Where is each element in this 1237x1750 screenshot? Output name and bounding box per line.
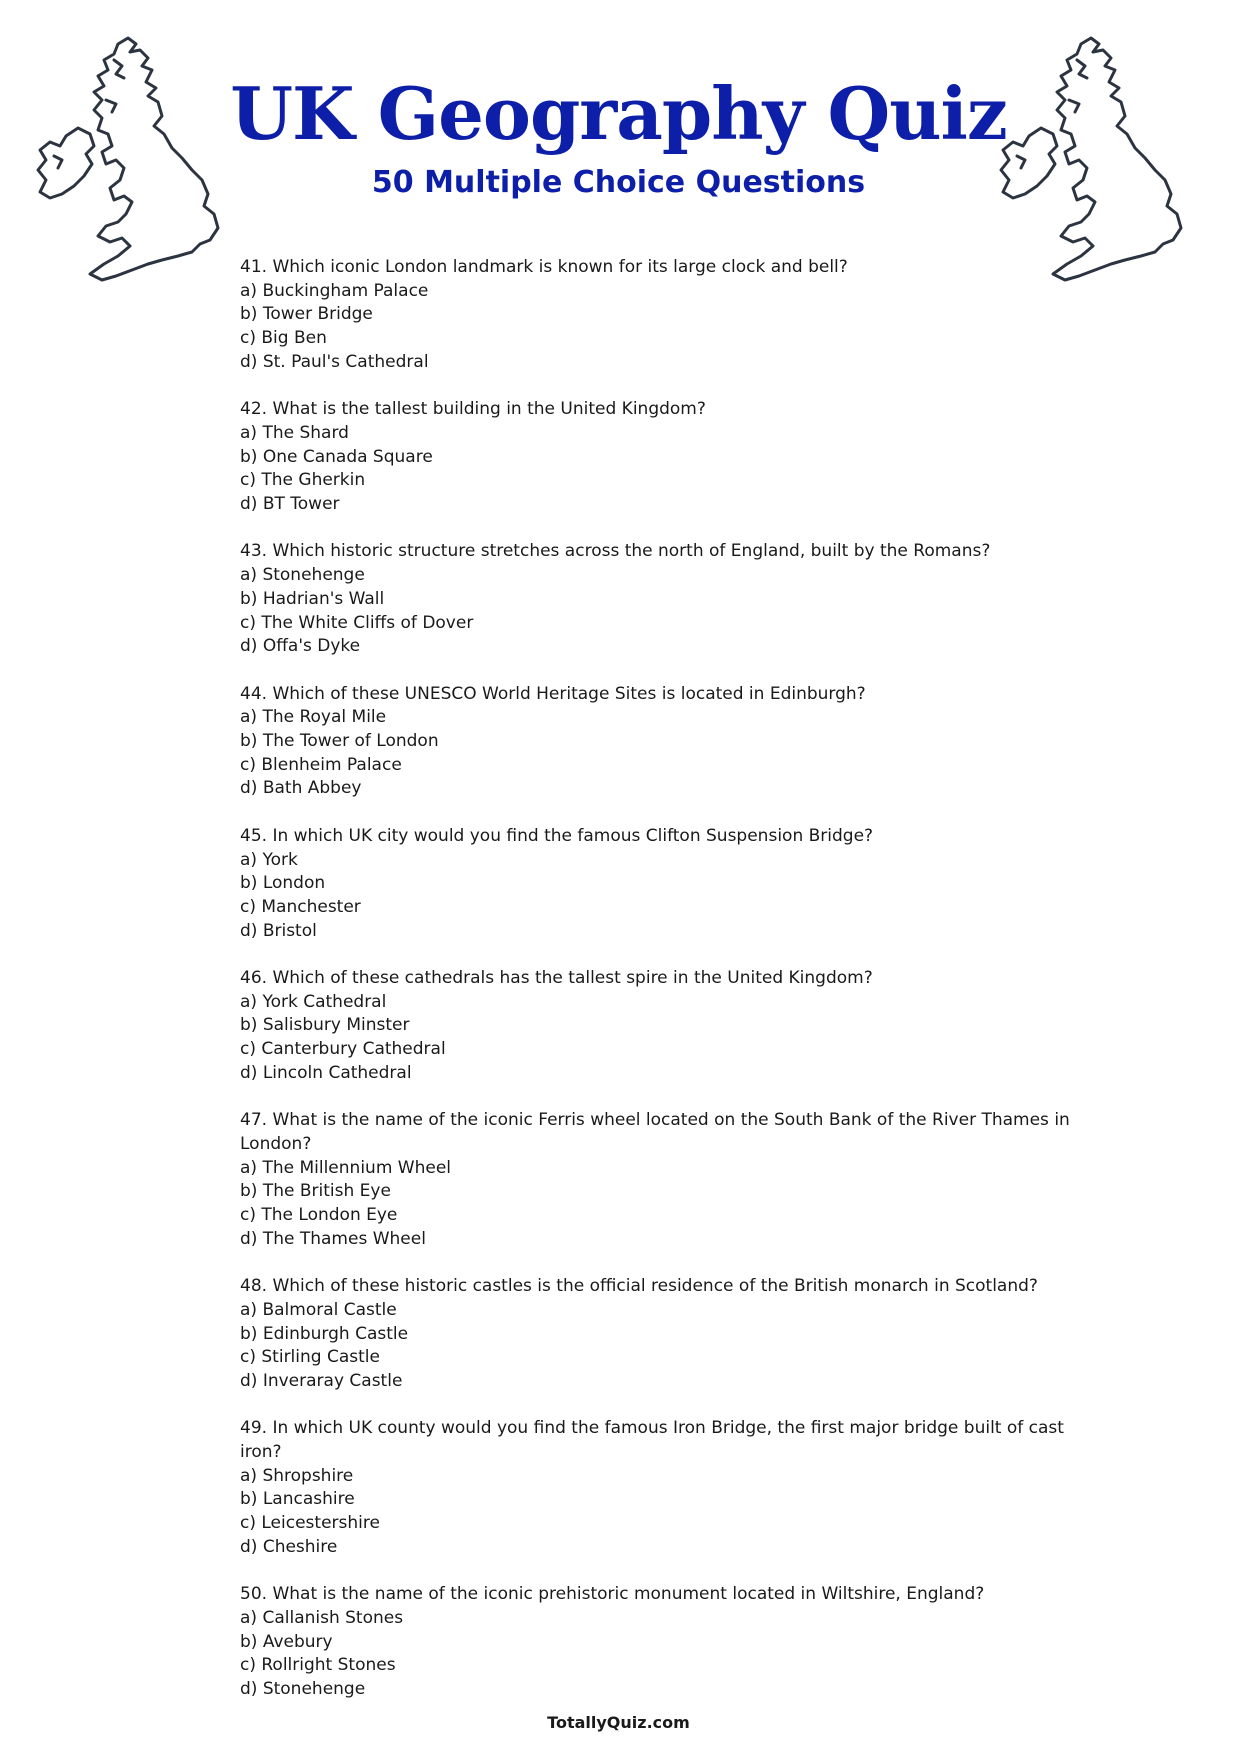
option-c: c) Blenheim Palace (240, 754, 402, 775)
option-b: b) London (240, 873, 326, 894)
question-47 (240, 1109, 1070, 1251)
option-d: d) BT Tower (240, 494, 340, 515)
option-b: b) Lancashire (240, 1489, 355, 1510)
option-c: c) Leicestershire (240, 1513, 380, 1534)
question-44 (240, 683, 1070, 802)
option-a: a) Callanish Stones (240, 1607, 404, 1628)
question-list (240, 256, 1070, 1725)
option-a: a) Stonehenge (240, 565, 365, 586)
question-text: 44. Which of these UNESCO World Heritage Sites is located in Edinburgh? (240, 683, 866, 704)
question-43 (240, 540, 1070, 659)
question-text: 42. What is the tallest building in the United Kingdom? (240, 399, 706, 420)
option-a: a) The Shard (240, 422, 349, 443)
option-a: a) York Cathedral (240, 991, 387, 1012)
option-b: b) The British Eye (240, 1181, 391, 1202)
option-b: b) Avebury (240, 1631, 333, 1652)
question-text: 48. Which of these historic castles is the official residence of the British monarch in Scotland? (240, 1276, 1038, 1297)
footer-site-link[interactable]: TotallyQuiz.com (547, 1713, 690, 1732)
question-41 (240, 256, 1070, 375)
question-text: 43. Which historic structure stretches across the north of England, built by the Romans? (240, 541, 991, 562)
option-b: b) Tower Bridge (240, 304, 373, 325)
page-subtitle: 50 Multiple Choice Questions (371, 165, 866, 200)
option-a: a) The Royal Mile (240, 707, 387, 728)
option-b: b) Salisbury Minster (240, 1015, 410, 1036)
option-c: c) Canterbury Cathedral (240, 1039, 446, 1060)
option-d: d) Offa's Dyke (240, 636, 361, 657)
option-c: c) Rollright Stones (240, 1655, 396, 1676)
option-c: c) The White Cliffs of Dover (240, 612, 474, 633)
question-text: 46. Which of these cathedrals has the tallest spire in the United Kingdom? (240, 968, 873, 989)
option-c: c) The Gherkin (240, 470, 366, 491)
page-title: UK Geography Quiz (230, 71, 1007, 156)
option-d: d) Bath Abbey (240, 778, 362, 799)
option-a: a) Shropshire (240, 1465, 354, 1486)
question-text: 45. In which UK city would you find the famous Clifton Suspension Bridge? (240, 825, 874, 846)
option-a: a) Buckingham Palace (240, 280, 429, 301)
option-d: d) Inveraray Castle (240, 1370, 403, 1391)
option-a: a) Balmoral Castle (240, 1299, 397, 1320)
question-48 (240, 1275, 1070, 1394)
option-d: d) Bristol (240, 920, 317, 941)
question-text: 49. In which UK county would you find the famous Iron Bridge, the first major bridge built of cast iron? (240, 1418, 1064, 1463)
option-b: b) The Tower of London (240, 731, 439, 752)
option-a: a) The Millennium Wheel (240, 1157, 452, 1178)
option-c: c) The London Eye (240, 1205, 398, 1226)
option-c: c) Stirling Castle (240, 1347, 380, 1368)
option-b: b) One Canada Square (240, 446, 433, 467)
question-text: 41. Which iconic London landmark is known for its large clock and bell? (240, 257, 848, 277)
question-text: 47. What is the name of the iconic Ferris wheel located on the South Bank of the River Thames in London? (240, 1110, 1070, 1154)
option-d: d) Cheshire (240, 1536, 338, 1557)
question-45 (240, 825, 1070, 944)
question-46 (240, 967, 1070, 1086)
option-b: b) Hadrian's Wall (240, 588, 385, 609)
option-a: a) York (240, 849, 298, 870)
question-49 (240, 1417, 1070, 1559)
question-50 (240, 1583, 1070, 1702)
option-c: c) Big Ben (240, 328, 327, 349)
question-42 (240, 398, 1070, 517)
option-d: d) Lincoln Cathedral (240, 1062, 412, 1083)
option-c: c) Manchester (240, 896, 361, 917)
option-d: d) St. Paul's Cathedral (240, 351, 429, 372)
option-d: d) The Thames Wheel (240, 1228, 426, 1249)
option-b: b) Edinburgh Castle (240, 1323, 409, 1344)
option-d: d) Stonehenge (240, 1679, 366, 1700)
question-text: 50. What is the name of the iconic prehistoric monument located in Wiltshire, England? (240, 1584, 985, 1605)
